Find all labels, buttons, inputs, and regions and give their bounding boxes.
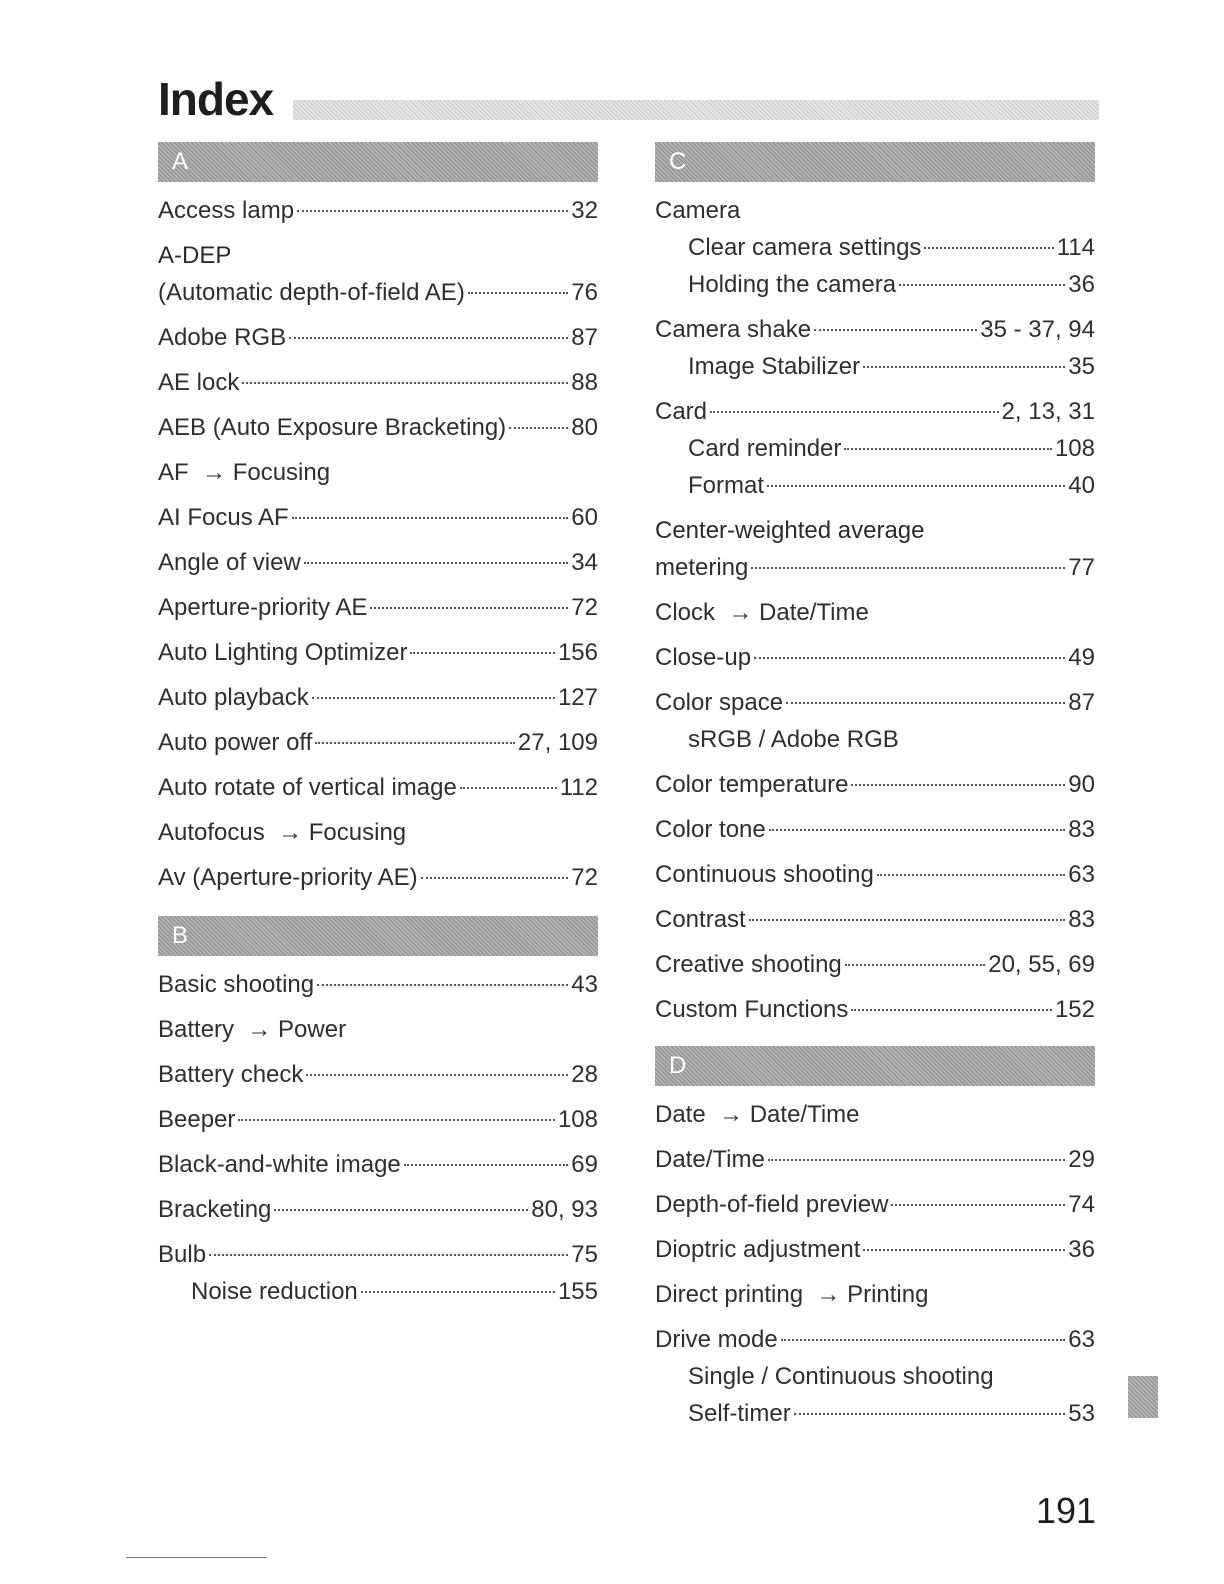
index-entry-crossref: Date → Date/Time (655, 1096, 1095, 1133)
section-header-c: C (655, 142, 1095, 182)
section-header-a: A (158, 142, 598, 182)
index-entry: Auto Lighting Optimizer 156 (158, 639, 598, 666)
index-subentry: Clear camera settings 114 (688, 234, 1095, 261)
index-subentry: Card reminder 108 (688, 435, 1095, 462)
index-entry-crossref: AF → Focusing (158, 454, 598, 491)
index-entry: AE lock 88 (158, 369, 598, 396)
page-number: 191 (1036, 1490, 1097, 1531)
index-entry: (Automatic depth-of-field AE) 76 (158, 279, 598, 306)
index-subentry: Format 40 (688, 472, 1095, 499)
index-entry: metering 77 (655, 554, 1095, 581)
index-column-left (158, 142, 598, 1318)
index-entry: Adobe RGB 87 (158, 324, 598, 351)
index-entry: Access lamp 32 (158, 197, 598, 224)
index-entry: Auto playback 127 (158, 684, 598, 711)
index-entry-heading: Center-weighted average (655, 517, 925, 544)
index-entry: Close-up 49 (655, 644, 1095, 671)
arrow-right-icon: → (247, 1016, 272, 1043)
index-entry: Contrast 83 (655, 906, 1095, 933)
index-entry-crossref: Autofocus → Focusing (158, 814, 598, 851)
index-entry: AEB (Auto Exposure Bracketing) 80 (158, 414, 598, 441)
index-entry: Color tone 83 (655, 816, 1095, 843)
index-entry: AI Focus AF 60 (158, 504, 598, 531)
index-entry: Auto rotate of vertical image 112 (158, 774, 598, 801)
index-entry-heading: Camera (655, 197, 741, 224)
index-column-right (655, 142, 1095, 1440)
arrow-right-icon: → (719, 1101, 744, 1128)
index-entry: Bracketing 80, 93 (158, 1196, 598, 1223)
index-entry: Auto power off 27, 109 (158, 729, 598, 756)
index-entry: Continuous shooting 63 (655, 861, 1095, 888)
index-subentry: Single / Continuous shooting (688, 1363, 994, 1390)
section-header-b: B (158, 916, 598, 956)
index-entry: Creative shooting 20, 55, 69 (655, 951, 1095, 978)
index-subentry: Image Stabilizer 35 (688, 353, 1095, 380)
index-entry-crossref: Battery → Power (158, 1011, 598, 1048)
index-entry: Angle of view 34 (158, 549, 598, 576)
index-entry: Date/Time 29 (655, 1146, 1095, 1173)
arrow-right-icon: → (728, 599, 753, 626)
index-entry: Aperture-priority AE 72 (158, 594, 598, 621)
index-subentry: Noise reduction 155 (191, 1278, 598, 1305)
section-header-d: D (655, 1046, 1095, 1086)
index-entry: Drive mode 63 (655, 1326, 1095, 1353)
index-entry: Dioptric adjustment 36 (655, 1236, 1095, 1263)
index-entry: Color space 87 (655, 689, 1095, 716)
index-subentry: Self-timer 53 (688, 1400, 1095, 1427)
arrow-right-icon: → (278, 819, 303, 846)
arrow-right-icon: → (816, 1281, 841, 1308)
index-entry-crossref: Clock → Date/Time (655, 594, 1095, 631)
index-entry: Bulb 75 (158, 1241, 598, 1268)
arrow-right-icon: → (202, 459, 227, 486)
title-rule (293, 100, 1099, 120)
index-subentry: Holding the camera 36 (688, 271, 1095, 298)
index-entry: Color temperature 90 (655, 771, 1095, 798)
index-entry: Basic shooting 43 (158, 971, 598, 998)
index-entry: Camera shake 35 - 37, 94 (655, 316, 1095, 343)
bottom-rule (126, 1557, 267, 1558)
page-title: Index (158, 73, 274, 125)
index-entry: Battery check 28 (158, 1061, 598, 1088)
index-entry-heading: A-DEP (158, 242, 232, 269)
index-entry: Card 2, 13, 31 (655, 398, 1095, 425)
index-entry: Black-and-white image 69 (158, 1151, 598, 1178)
index-subentry: sRGB / Adobe RGB (688, 726, 899, 753)
index-entry: Av (Aperture-priority AE) 72 (158, 864, 598, 891)
index-entry-crossref: Direct printing → Printing (655, 1276, 1095, 1313)
thumb-index-tab (1128, 1376, 1158, 1418)
index-entry: Beeper 108 (158, 1106, 598, 1133)
index-entry: Depth-of-field preview 74 (655, 1191, 1095, 1218)
index-entry: Custom Functions 152 (655, 996, 1095, 1023)
